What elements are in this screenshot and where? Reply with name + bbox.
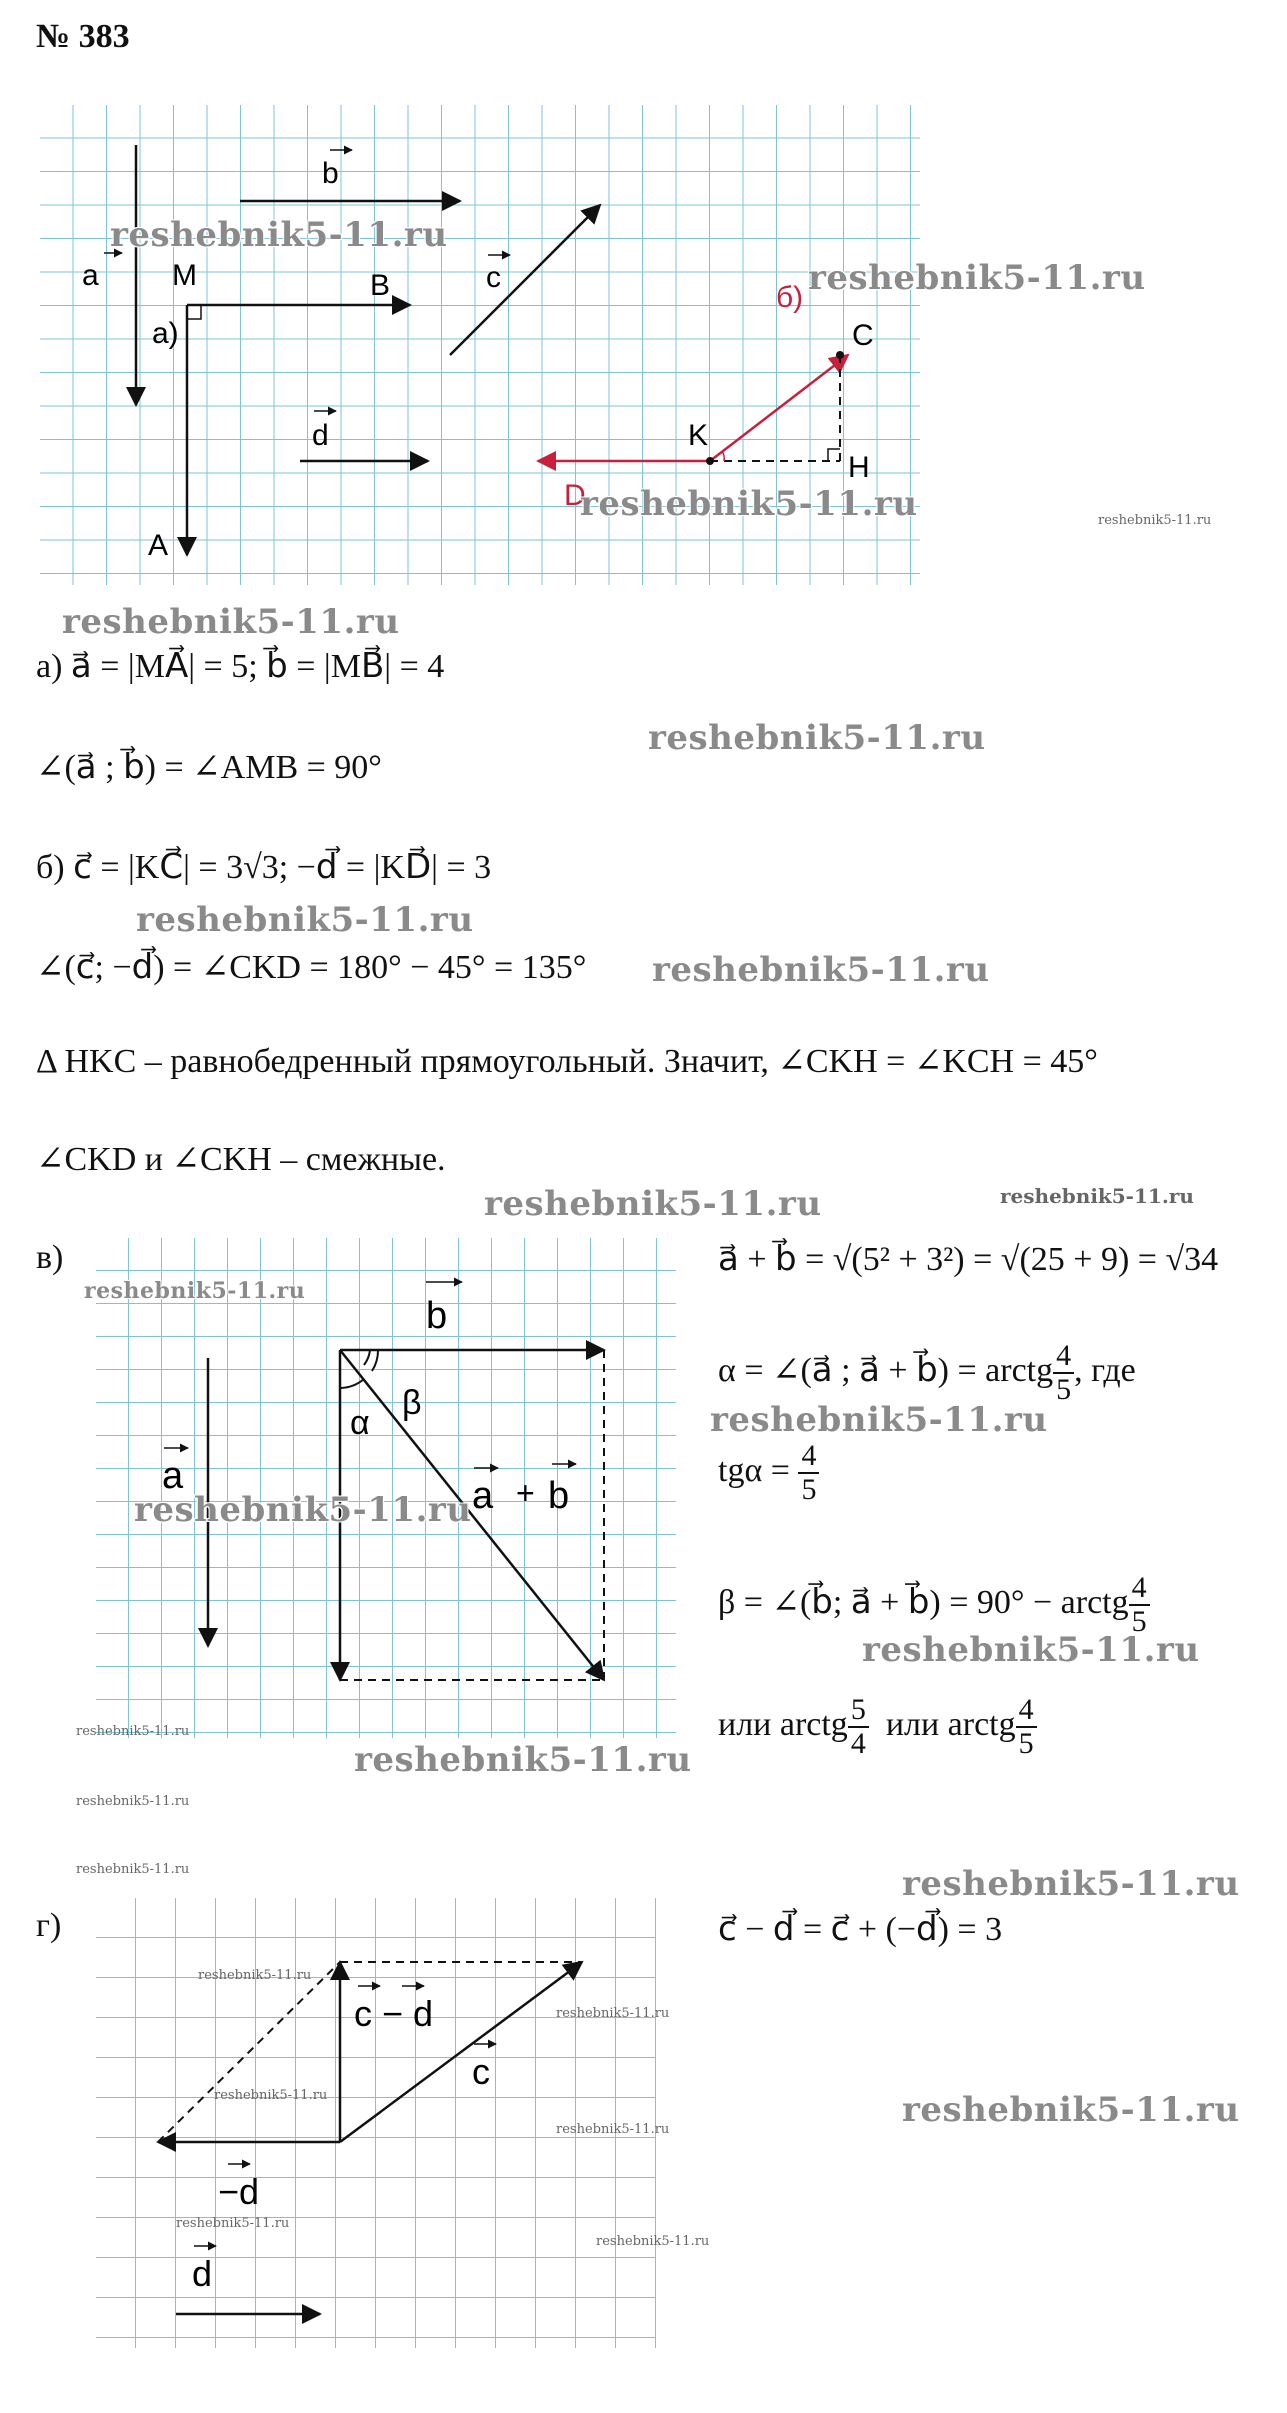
- watermark-small: reshebnik5-11.ru: [214, 2088, 328, 2103]
- watermark: reshebnik5-11.ru: [580, 484, 918, 524]
- label-B: B: [370, 269, 391, 302]
- label-part-g: г): [36, 1907, 62, 1944]
- watermark-small: reshebnik5-11.ru: [556, 2006, 670, 2021]
- watermark: reshebnik5-11.ru: [354, 1740, 692, 1780]
- solution-v-line3: tgα = $\frac{4}{5}$: [718, 1440, 819, 1506]
- watermark-small: reshebnik5-11.ru: [76, 1724, 190, 1739]
- watermark: reshebnik5-11.ru: [902, 1864, 1240, 1904]
- watermark-small: reshebnik5-11.ru: [176, 2216, 290, 2231]
- watermark-small: reshebnik5-11.ru: [76, 1794, 190, 1809]
- problem-number: № 383: [36, 18, 130, 55]
- label-K: K: [688, 419, 709, 452]
- label-d: d: [192, 2253, 213, 2294]
- label-part-b: б): [776, 281, 804, 314]
- label-A: A: [148, 529, 169, 562]
- watermark: reshebnik5-11.ru: [862, 1630, 1200, 1670]
- label-c: c: [472, 2051, 490, 2092]
- fraction-5-4: $\frac{5}{4}$: [848, 1694, 869, 1760]
- watermark-small: reshebnik5-11.ru: [556, 2122, 670, 2137]
- label-c-minus-d: c − d: [354, 1993, 434, 2034]
- watermark: reshebnik5-11.ru: [136, 900, 474, 940]
- watermark: reshebnik5-11.ru: [84, 1278, 306, 1304]
- watermark-small: reshebnik5-11.ru: [596, 2234, 710, 2249]
- label-a: a: [82, 259, 99, 292]
- solution-g-line1: c⃗ − d⃗ = c⃗ + (−d⃗) = 3: [718, 1911, 1003, 1948]
- solution-v-line4: β = ∠(b⃗; a⃗ + b⃗) = 90° − arctg $\frac{4}{5}$: [718, 1572, 1150, 1638]
- label-beta: β: [402, 1384, 422, 1422]
- fraction-4-5: $\frac{4}{5}$: [1016, 1694, 1037, 1760]
- solution-a-line1: а) a⃗ = |MA⃗| = 5; b⃗ = |MB⃗| = 4: [36, 648, 445, 685]
- fraction-4-5: $\frac{4}{5}$: [1129, 1572, 1150, 1638]
- label-H: H: [848, 451, 870, 484]
- label-a: a: [162, 1455, 184, 1497]
- label-alpha: α: [350, 1404, 370, 1442]
- label-M: M: [172, 259, 197, 292]
- label-part-a: а): [152, 317, 179, 350]
- label-plus: +: [516, 1475, 535, 1511]
- solution-v-line5: или arctg $\frac{5}{4}$ или arctg $\frac{4}{5}$: [718, 1694, 1037, 1760]
- watermark: reshebnik5-11.ru: [110, 215, 448, 255]
- label-b: b: [322, 157, 339, 190]
- solution-v-line2: α = ∠(a⃗ ; a⃗ + b⃗) = arctg $\frac{4}{5}$ , где: [718, 1339, 1136, 1406]
- fraction-4-5: $\frac{4}{5}$: [798, 1440, 819, 1506]
- watermark: reshebnik5-11.ru: [902, 2090, 1240, 2130]
- watermark: reshebnik5-11.ru: [710, 1400, 1048, 1440]
- watermark-small: reshebnik5-11.ru: [198, 1968, 312, 1983]
- watermark: reshebnik5-11.ru: [62, 602, 400, 642]
- label-D: D: [564, 479, 586, 512]
- watermark: reshebnik5-11.ru: [808, 258, 1146, 298]
- watermark-small: reshebnik5-11.ru: [1000, 1184, 1194, 1208]
- watermark: reshebnik5-11.ru: [484, 1184, 822, 1224]
- label-c: c: [486, 261, 501, 294]
- solution-a-line2: ∠(a⃗ ; b⃗) = ∠AMB = 90°: [36, 749, 382, 786]
- watermark: reshebnik5-11.ru: [652, 950, 990, 990]
- label-sum-a: a: [472, 1475, 494, 1517]
- solution-b-line3: Δ HKC – равнобедренный прямоугольный. Значит, ∠CKH = ∠KCH = 45°: [36, 1043, 1098, 1080]
- solution-b-line2: ∠(c⃗; −d⃗) = ∠CKD = 180° − 45° = 135°: [36, 949, 587, 986]
- label-sum-b: b: [548, 1475, 570, 1517]
- label-part-v: в): [36, 1239, 64, 1276]
- watermark: reshebnik5-11.ru: [648, 718, 986, 758]
- solution-b-line4: ∠CKD и ∠CKH – смежные.: [36, 1141, 446, 1178]
- watermark-small: reshebnik5-11.ru: [76, 1862, 190, 1877]
- solution-v-line1: a⃗ + b⃗ = √(5² + 3²) = √(25 + 9) = √34: [718, 1241, 1219, 1278]
- label-b: b: [426, 1295, 448, 1337]
- label-C: C: [852, 319, 874, 352]
- watermark: reshebnik5-11.ru: [134, 1490, 472, 1530]
- figure-v: [96, 1238, 676, 1738]
- watermark-small: reshebnik5-11.ru: [1098, 513, 1212, 528]
- solution-b-line1: б) c⃗ = |KC⃗| = 3√3; −d⃗ = |KD⃗| = 3: [36, 849, 492, 886]
- fraction-4-5: $\frac{4}{5}$: [1053, 1340, 1074, 1406]
- label-minus-d: −d: [218, 2171, 260, 2212]
- label-d: d: [312, 419, 329, 452]
